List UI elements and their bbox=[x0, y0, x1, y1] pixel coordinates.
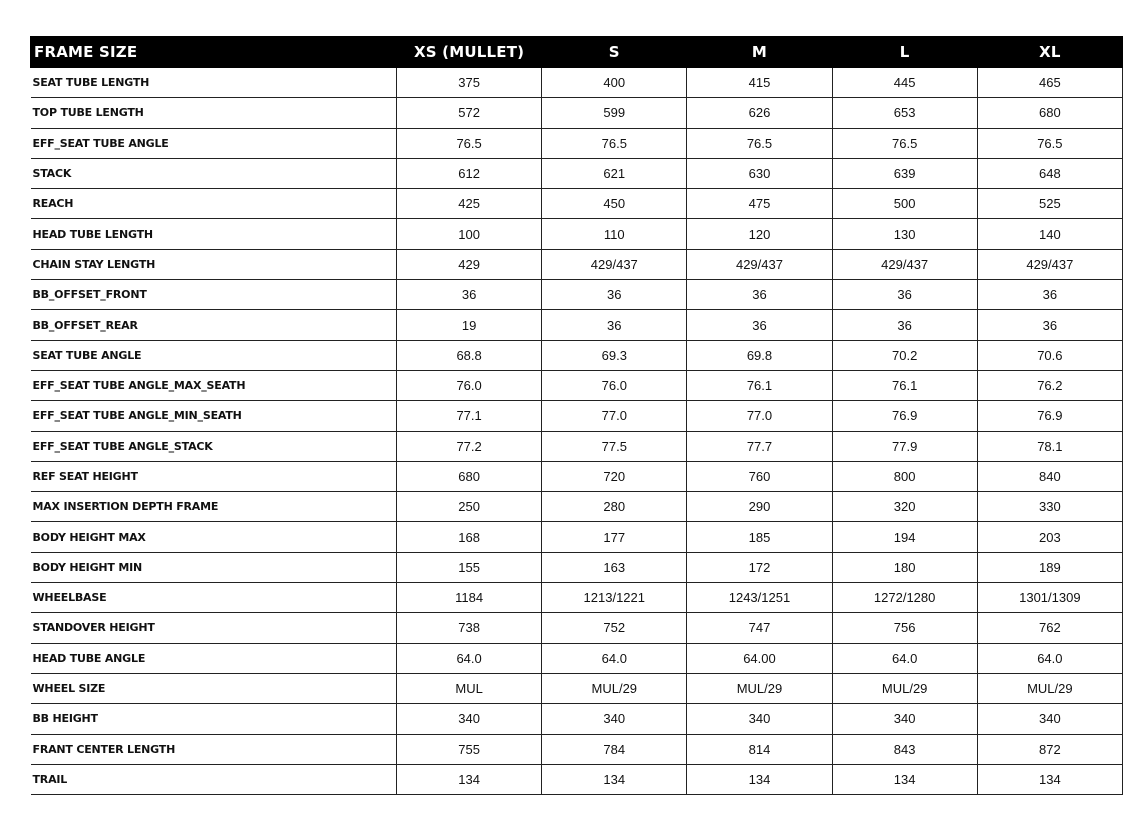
cell-m: 76.5 bbox=[687, 128, 832, 158]
cell-xs: 572 bbox=[397, 98, 542, 128]
row-label: REF SEAT HEIGHT bbox=[31, 461, 397, 491]
row-label: REACH bbox=[31, 189, 397, 219]
cell-s: 340 bbox=[542, 704, 687, 734]
cell-xl: 680 bbox=[977, 98, 1122, 128]
cell-l: 445 bbox=[832, 68, 977, 98]
cell-m: 120 bbox=[687, 219, 832, 249]
cell-xs: 68.8 bbox=[397, 340, 542, 370]
cell-m: 1243/1251 bbox=[687, 583, 832, 613]
cell-l: 76.1 bbox=[832, 370, 977, 400]
cell-s: 76.5 bbox=[542, 128, 687, 158]
cell-l: 1272/1280 bbox=[832, 583, 977, 613]
row-label: TOP TUBE LENGTH bbox=[31, 98, 397, 128]
row-label: HEAD TUBE LENGTH bbox=[31, 219, 397, 249]
cell-l: 340 bbox=[832, 704, 977, 734]
row-label: SEAT TUBE ANGLE bbox=[31, 340, 397, 370]
cell-l: 36 bbox=[832, 280, 977, 310]
cell-l: 70.2 bbox=[832, 340, 977, 370]
cell-l: 320 bbox=[832, 492, 977, 522]
cell-l: 800 bbox=[832, 461, 977, 491]
table-row bbox=[31, 613, 1123, 643]
cell-l: 130 bbox=[832, 219, 977, 249]
cell-s: 163 bbox=[542, 552, 687, 582]
row-label: EFF_SEAT TUBE ANGLE_MIN_SEATH bbox=[31, 401, 397, 431]
row-label: TRAIL bbox=[31, 764, 397, 794]
cell-xs: 100 bbox=[397, 219, 542, 249]
cell-xs: 155 bbox=[397, 552, 542, 582]
cell-xs: 76.0 bbox=[397, 370, 542, 400]
cell-xl: 76.5 bbox=[977, 128, 1122, 158]
table-row bbox=[31, 492, 1123, 522]
cell-xl: 36 bbox=[977, 310, 1122, 340]
table-row bbox=[31, 461, 1123, 491]
cell-l: 134 bbox=[832, 764, 977, 794]
cell-xl: MUL/29 bbox=[977, 673, 1122, 703]
row-label: WHEEL SIZE bbox=[31, 673, 397, 703]
cell-m: 77.0 bbox=[687, 401, 832, 431]
cell-l: 194 bbox=[832, 522, 977, 552]
cell-xl: 76.9 bbox=[977, 401, 1122, 431]
cell-m: 415 bbox=[687, 68, 832, 98]
table-row bbox=[31, 370, 1123, 400]
cell-xs: 77.2 bbox=[397, 431, 542, 461]
cell-s: 720 bbox=[542, 461, 687, 491]
header-size-l: L bbox=[832, 37, 977, 68]
cell-m: 185 bbox=[687, 522, 832, 552]
cell-xl: 340 bbox=[977, 704, 1122, 734]
cell-l: 639 bbox=[832, 158, 977, 188]
cell-l: 843 bbox=[832, 734, 977, 764]
row-label: FRANT CENTER LENGTH bbox=[31, 734, 397, 764]
cell-xs: 375 bbox=[397, 68, 542, 98]
cell-m: 77.7 bbox=[687, 431, 832, 461]
cell-xs: 612 bbox=[397, 158, 542, 188]
cell-s: 599 bbox=[542, 98, 687, 128]
cell-s: 64.0 bbox=[542, 643, 687, 673]
cell-xl: 762 bbox=[977, 613, 1122, 643]
cell-xl: 840 bbox=[977, 461, 1122, 491]
cell-xl: 78.1 bbox=[977, 431, 1122, 461]
table-row bbox=[31, 734, 1123, 764]
cell-xs: 77.1 bbox=[397, 401, 542, 431]
cell-l: 77.9 bbox=[832, 431, 977, 461]
table-row bbox=[31, 764, 1123, 794]
cell-s: 76.0 bbox=[542, 370, 687, 400]
table-row bbox=[31, 158, 1123, 188]
cell-l: MUL/29 bbox=[832, 673, 977, 703]
row-label: BODY HEIGHT MAX bbox=[31, 522, 397, 552]
cell-xl: 140 bbox=[977, 219, 1122, 249]
cell-xs: 738 bbox=[397, 613, 542, 643]
row-label: HEAD TUBE ANGLE bbox=[31, 643, 397, 673]
row-label: EFF_SEAT TUBE ANGLE_MAX_SEATH bbox=[31, 370, 397, 400]
cell-s: 280 bbox=[542, 492, 687, 522]
cell-m: 36 bbox=[687, 280, 832, 310]
cell-m: 814 bbox=[687, 734, 832, 764]
cell-xs: 36 bbox=[397, 280, 542, 310]
header-size-m: M bbox=[687, 37, 832, 68]
cell-s: 110 bbox=[542, 219, 687, 249]
cell-l: 180 bbox=[832, 552, 977, 582]
cell-xl: 134 bbox=[977, 764, 1122, 794]
cell-xs: 340 bbox=[397, 704, 542, 734]
header-size-xs: XS (MULLET) bbox=[397, 37, 542, 68]
cell-xs: 64.0 bbox=[397, 643, 542, 673]
cell-s: 400 bbox=[542, 68, 687, 98]
cell-s: 77.0 bbox=[542, 401, 687, 431]
row-label: BB_OFFSET_REAR bbox=[31, 310, 397, 340]
table-row bbox=[31, 98, 1123, 128]
cell-l: 429/437 bbox=[832, 249, 977, 279]
cell-xl: 872 bbox=[977, 734, 1122, 764]
table-body bbox=[31, 68, 1123, 795]
cell-xs: 76.5 bbox=[397, 128, 542, 158]
row-label: BODY HEIGHT MIN bbox=[31, 552, 397, 582]
cell-xl: 525 bbox=[977, 189, 1122, 219]
row-label: STANDOVER HEIGHT bbox=[31, 613, 397, 643]
row-label: STACK bbox=[31, 158, 397, 188]
row-label: WHEELBASE bbox=[31, 583, 397, 613]
cell-l: 64.0 bbox=[832, 643, 977, 673]
table-row bbox=[31, 704, 1123, 734]
row-label: BB HEIGHT bbox=[31, 704, 397, 734]
table-row bbox=[31, 583, 1123, 613]
cell-s: 134 bbox=[542, 764, 687, 794]
cell-s: MUL/29 bbox=[542, 673, 687, 703]
cell-m: 36 bbox=[687, 310, 832, 340]
cell-s: 36 bbox=[542, 280, 687, 310]
header-size-s: S bbox=[542, 37, 687, 68]
cell-xl: 330 bbox=[977, 492, 1122, 522]
cell-xl: 465 bbox=[977, 68, 1122, 98]
cell-l: 653 bbox=[832, 98, 977, 128]
row-label: MAX INSERTION DEPTH FRAME bbox=[31, 492, 397, 522]
cell-s: 177 bbox=[542, 522, 687, 552]
cell-xl: 189 bbox=[977, 552, 1122, 582]
table-row bbox=[31, 219, 1123, 249]
cell-xs: 168 bbox=[397, 522, 542, 552]
cell-m: 172 bbox=[687, 552, 832, 582]
cell-xl: 76.2 bbox=[977, 370, 1122, 400]
cell-s: 450 bbox=[542, 189, 687, 219]
cell-xl: 203 bbox=[977, 522, 1122, 552]
header-row bbox=[31, 37, 1123, 68]
cell-xs: 134 bbox=[397, 764, 542, 794]
geometry-table bbox=[30, 36, 1123, 795]
cell-m: 429/437 bbox=[687, 249, 832, 279]
row-label: CHAIN STAY LENGTH bbox=[31, 249, 397, 279]
cell-xs: MUL bbox=[397, 673, 542, 703]
row-label: BB_OFFSET_FRONT bbox=[31, 280, 397, 310]
table-row bbox=[31, 310, 1123, 340]
cell-m: 76.1 bbox=[687, 370, 832, 400]
cell-m: MUL/29 bbox=[687, 673, 832, 703]
table-row bbox=[31, 340, 1123, 370]
table-row bbox=[31, 280, 1123, 310]
cell-m: 760 bbox=[687, 461, 832, 491]
cell-xs: 1184 bbox=[397, 583, 542, 613]
row-label: EFF_SEAT TUBE ANGLE bbox=[31, 128, 397, 158]
cell-s: 752 bbox=[542, 613, 687, 643]
table-header bbox=[31, 37, 1123, 68]
cell-m: 747 bbox=[687, 613, 832, 643]
cell-m: 340 bbox=[687, 704, 832, 734]
cell-xl: 648 bbox=[977, 158, 1122, 188]
cell-xs: 250 bbox=[397, 492, 542, 522]
cell-l: 756 bbox=[832, 613, 977, 643]
cell-s: 77.5 bbox=[542, 431, 687, 461]
cell-l: 500 bbox=[832, 189, 977, 219]
table-row bbox=[31, 249, 1123, 279]
table-row bbox=[31, 68, 1123, 98]
table-row bbox=[31, 431, 1123, 461]
cell-m: 290 bbox=[687, 492, 832, 522]
cell-m: 134 bbox=[687, 764, 832, 794]
cell-s: 429/437 bbox=[542, 249, 687, 279]
cell-s: 621 bbox=[542, 158, 687, 188]
cell-xs: 19 bbox=[397, 310, 542, 340]
cell-m: 630 bbox=[687, 158, 832, 188]
row-label: SEAT TUBE LENGTH bbox=[31, 68, 397, 98]
cell-m: 626 bbox=[687, 98, 832, 128]
cell-s: 1213/1221 bbox=[542, 583, 687, 613]
cell-m: 64.00 bbox=[687, 643, 832, 673]
header-frame-size: FRAME SIZE bbox=[31, 37, 397, 68]
table-row bbox=[31, 189, 1123, 219]
cell-m: 69.8 bbox=[687, 340, 832, 370]
cell-xs: 680 bbox=[397, 461, 542, 491]
table-row bbox=[31, 643, 1123, 673]
cell-s: 36 bbox=[542, 310, 687, 340]
cell-xl: 70.6 bbox=[977, 340, 1122, 370]
cell-s: 784 bbox=[542, 734, 687, 764]
cell-xs: 429 bbox=[397, 249, 542, 279]
cell-m: 475 bbox=[687, 189, 832, 219]
cell-xs: 425 bbox=[397, 189, 542, 219]
cell-xl: 36 bbox=[977, 280, 1122, 310]
cell-xl: 429/437 bbox=[977, 249, 1122, 279]
cell-xl: 1301/1309 bbox=[977, 583, 1122, 613]
table-row bbox=[31, 522, 1123, 552]
table-row bbox=[31, 401, 1123, 431]
cell-l: 36 bbox=[832, 310, 977, 340]
row-label: EFF_SEAT TUBE ANGLE_STACK bbox=[31, 431, 397, 461]
cell-l: 76.9 bbox=[832, 401, 977, 431]
table-row bbox=[31, 552, 1123, 582]
cell-l: 76.5 bbox=[832, 128, 977, 158]
table-row bbox=[31, 128, 1123, 158]
cell-s: 69.3 bbox=[542, 340, 687, 370]
cell-xl: 64.0 bbox=[977, 643, 1122, 673]
header-size-xl: XL bbox=[977, 37, 1122, 68]
cell-xs: 755 bbox=[397, 734, 542, 764]
table-row bbox=[31, 673, 1123, 703]
